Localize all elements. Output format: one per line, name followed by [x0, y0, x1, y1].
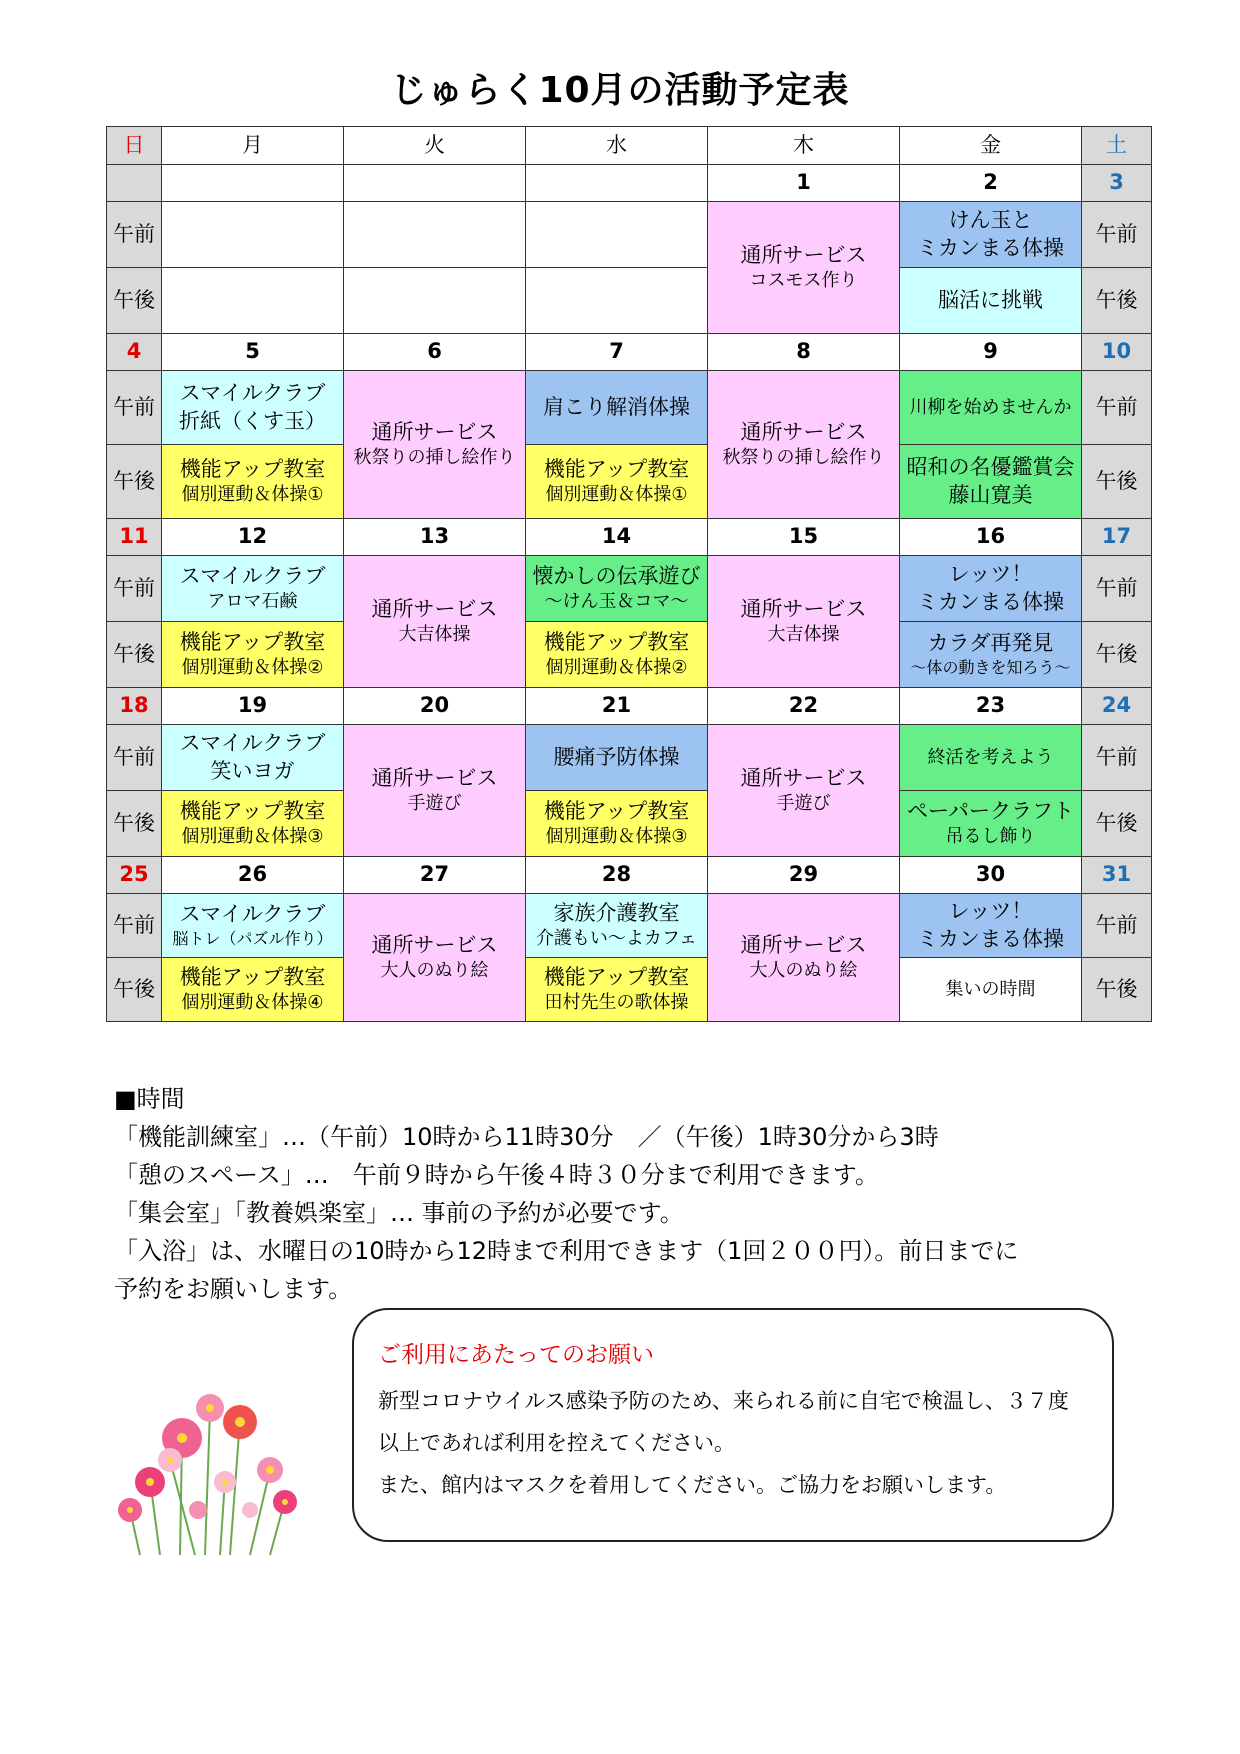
- activity-line: 個別運動＆体操①: [181, 484, 324, 506]
- activity-cell: [526, 791, 708, 857]
- activity-line: 個別運動＆体操④: [181, 992, 324, 1014]
- day-number: 19: [162, 688, 344, 725]
- page-title: じゅらく10月の活動予定表: [390, 70, 850, 111]
- am-label: 午前: [107, 371, 162, 445]
- sunday-date: 18: [107, 688, 162, 725]
- am-label: 午前: [107, 725, 162, 791]
- activity-line: アロマ石鹸: [207, 591, 298, 613]
- hours-heading: ■時間: [114, 1085, 185, 1113]
- activity-cell: [900, 371, 1082, 445]
- activity-line: 折紙（くす玉）: [179, 408, 326, 433]
- day-number: 6: [344, 334, 526, 371]
- hours-line: 「入浴」は、水曜日の10時から12時まで利用できます（1回２００円）。前日までに: [114, 1237, 1019, 1265]
- activity-line: 通所サービス: [740, 420, 867, 445]
- activity-cell: [344, 725, 526, 857]
- activity-cell: [162, 556, 344, 622]
- week-3-dates: [107, 519, 1152, 556]
- activity-line: 機能アップ教室: [179, 457, 326, 482]
- pm-label: 午後: [1082, 622, 1152, 688]
- weekday-sat: 土: [1082, 127, 1152, 165]
- activity-line: 個別運動＆体操③: [545, 826, 688, 848]
- activity-cell: [162, 725, 344, 791]
- cosmos-flower-illustration: [110, 1360, 310, 1560]
- activity-line: 脳トレ（パズル作り）: [172, 928, 333, 948]
- saturday-date: 24: [1082, 688, 1152, 725]
- day-number: 13: [344, 519, 526, 556]
- activity-line: 大人のぬり絵: [749, 960, 858, 982]
- day-number: 26: [162, 857, 344, 894]
- activity-cell: [708, 725, 900, 857]
- activity-line: 機能アップ教室: [543, 457, 690, 482]
- activity-line: 機能アップ教室: [179, 630, 326, 655]
- activity-line: 大吉体操: [767, 624, 840, 646]
- day-number: 22: [708, 688, 900, 725]
- activity-line: 終活を考えよう: [927, 746, 1054, 768]
- hours-line: 予約をお願いします。: [114, 1275, 353, 1303]
- activity-cell: [344, 556, 526, 688]
- notice-line: 以上であれば利用を控えてください。: [378, 1431, 735, 1455]
- activity-line: スマイルクラブ: [179, 564, 326, 589]
- activity-cell: [900, 202, 1082, 268]
- day-number: [162, 165, 344, 202]
- week-5-am: [107, 894, 1152, 958]
- activity-cell: [900, 791, 1082, 857]
- activity-cell: [162, 371, 344, 445]
- day-number: 27: [344, 857, 526, 894]
- notice-line: また、館内はマスクを着用してください。ご協力をお願いします。: [378, 1473, 1007, 1497]
- activity-line: ～体の動きを知ろう～: [910, 657, 1071, 677]
- activity-line: 通所サービス: [371, 766, 498, 791]
- sunday-date: 11: [107, 519, 162, 556]
- activity-cell: [162, 445, 344, 519]
- activity-line: カラダ再発見: [927, 631, 1054, 656]
- pm-label: 午後: [1082, 268, 1152, 334]
- activity-line: 通所サービス: [740, 597, 867, 622]
- activity-cell: [900, 958, 1082, 1022]
- am-label: 午前: [107, 894, 162, 958]
- activity-cell: [708, 556, 900, 688]
- weekday-fri: 金: [900, 127, 1082, 165]
- activity-cell: [162, 791, 344, 857]
- notice-title: ご利用にあたってのお願い: [378, 1342, 654, 1368]
- saturday-date: 31: [1082, 857, 1152, 894]
- am-label: 午前: [107, 556, 162, 622]
- activity-line: 機能アップ教室: [179, 799, 326, 824]
- day-number: [344, 165, 526, 202]
- activity-cell: [344, 371, 526, 519]
- activity-line: 通所サービス: [740, 766, 867, 791]
- pm-label: 午後: [107, 958, 162, 1022]
- hours-info: [114, 1080, 1018, 1308]
- week-4-dates: [107, 688, 1152, 725]
- activity-cell: [526, 556, 708, 622]
- activity-line: 吊るし飾り: [945, 826, 1036, 848]
- day-number: 21: [526, 688, 708, 725]
- saturday-date: 17: [1082, 519, 1152, 556]
- weekday-tue: 火: [344, 127, 526, 165]
- pm-label: 午後: [1082, 791, 1152, 857]
- week-1-pm: [107, 268, 1152, 334]
- week-5-pm: [107, 958, 1152, 1022]
- activity-cell: [708, 202, 900, 334]
- activity-cell: [344, 268, 526, 334]
- activity-line: 個別運動＆体操③: [181, 826, 324, 848]
- activity-line: 介護もい～よカフェ: [535, 928, 698, 950]
- activity-line: 秋祭りの挿し絵作り: [722, 447, 885, 469]
- activity-line: レッツ！: [948, 562, 1033, 587]
- activity-cell: [708, 371, 900, 519]
- activity-cell: [162, 958, 344, 1022]
- weekday-thu: 木: [708, 127, 900, 165]
- week-2-dates: [107, 334, 1152, 371]
- activity-line: レッツ！: [948, 899, 1033, 924]
- activity-line: スマイルクラブ: [179, 381, 326, 406]
- week-2-pm: [107, 445, 1152, 519]
- activity-line: 機能アップ教室: [543, 799, 690, 824]
- activity-line: 機能アップ教室: [179, 965, 326, 990]
- activity-cell: [526, 371, 708, 445]
- activity-cell: [526, 622, 708, 688]
- week-2-am: [107, 371, 1152, 445]
- activity-line: 集いの時間: [945, 978, 1036, 1000]
- activity-line: 手遊び: [407, 793, 462, 815]
- week-4-am: [107, 725, 1152, 791]
- activity-line: 個別運動＆体操①: [545, 484, 688, 506]
- activity-line: 個別運動＆体操②: [545, 657, 688, 679]
- activity-line: スマイルクラブ: [179, 902, 326, 927]
- activity-line: 秋祭りの挿し絵作り: [353, 447, 516, 469]
- week-3-am: [107, 556, 1152, 622]
- activity-line: 肩こり解消体操: [543, 394, 690, 419]
- day-number: 29: [708, 857, 900, 894]
- activity-line: 手遊び: [776, 793, 831, 815]
- activity-line: けん玉と: [948, 208, 1033, 233]
- sunday-date: 25: [107, 857, 162, 894]
- activity-line: 腰痛予防体操: [553, 744, 680, 769]
- activity-line: ミカンまる体操: [917, 589, 1064, 614]
- am-label: 午前: [107, 202, 162, 268]
- day-number: 8: [708, 334, 900, 371]
- notice-box: [352, 1308, 1114, 1542]
- sunday-date: 4: [107, 334, 162, 371]
- week-4-pm: [107, 791, 1152, 857]
- activity-line: 通所サービス: [371, 420, 498, 445]
- activity-cell: [526, 268, 708, 334]
- day-number: 2: [900, 165, 1082, 202]
- day-number: 30: [900, 857, 1082, 894]
- activity-cell: [900, 725, 1082, 791]
- activity-cell: [526, 894, 708, 958]
- activity-line: 笑いヨガ: [210, 758, 295, 783]
- day-number: 7: [526, 334, 708, 371]
- activity-cell: [900, 622, 1082, 688]
- week-1-am: [107, 202, 1152, 268]
- activity-cell: [162, 268, 344, 334]
- activity-cell: [526, 958, 708, 1022]
- activity-cell: [344, 894, 526, 1022]
- activity-cell: [900, 894, 1082, 958]
- activity-line: スマイルクラブ: [179, 731, 326, 756]
- pm-label: 午後: [107, 268, 162, 334]
- activity-line: 懐かしの伝承遊び: [532, 564, 701, 589]
- day-number: 28: [526, 857, 708, 894]
- week-1-dates: [107, 165, 1152, 202]
- activity-line: 通所サービス: [371, 933, 498, 958]
- am-label: 午前: [1082, 894, 1152, 958]
- activity-cell: [162, 622, 344, 688]
- activity-line: 昭和の名優鑑賞会: [906, 455, 1075, 480]
- notice-body: [378, 1380, 1069, 1506]
- day-number: 1: [708, 165, 900, 202]
- activity-line: 大吉体操: [398, 624, 471, 646]
- activity-line: 通所サービス: [740, 243, 867, 268]
- activity-line: 家族介護教室: [553, 901, 680, 926]
- sunday-date: [107, 165, 162, 202]
- activity-line: 機能アップ教室: [543, 965, 690, 990]
- day-number: 9: [900, 334, 1082, 371]
- day-number: 15: [708, 519, 900, 556]
- activity-line: 田村先生の歌体操: [544, 992, 689, 1014]
- pm-label: 午後: [1082, 445, 1152, 519]
- day-number: 20: [344, 688, 526, 725]
- activity-line: 個別運動＆体操②: [181, 657, 324, 679]
- am-label: 午前: [1082, 556, 1152, 622]
- day-number: 16: [900, 519, 1082, 556]
- day-number: 12: [162, 519, 344, 556]
- saturday-date: 3: [1082, 165, 1152, 202]
- hours-line: 「機能訓練室」…（午前）10時から11時30分 ／（午後）1時30分から3時: [114, 1123, 939, 1151]
- activity-line: 機能アップ教室: [543, 630, 690, 655]
- activity-calendar: [106, 126, 1152, 1022]
- hours-line: 「憩のスペース」… 午前９時から午後４時３０分まで利用できます。: [114, 1161, 879, 1189]
- hours-line: 「集会室」「教養娯楽室」… 事前の予約が必要です。: [114, 1199, 684, 1227]
- activity-line: 通所サービス: [371, 597, 498, 622]
- activity-cell: [526, 725, 708, 791]
- weekday-sun: 日: [107, 127, 162, 165]
- activity-cell: [900, 445, 1082, 519]
- day-number: [526, 165, 708, 202]
- activity-line: 川柳を始めませんか: [909, 396, 1072, 418]
- weekday-wed: 水: [526, 127, 708, 165]
- am-label: 午前: [1082, 725, 1152, 791]
- activity-cell: [162, 202, 344, 268]
- weekday-mon: 月: [162, 127, 344, 165]
- activity-cell: [526, 202, 708, 268]
- activity-line: 脳活に挑戦: [938, 287, 1043, 312]
- pm-label: 午後: [107, 445, 162, 519]
- activity-line: 藤山寛美: [948, 482, 1033, 507]
- am-label: 午前: [1082, 371, 1152, 445]
- activity-line: ～けん玉＆コマ～: [544, 591, 689, 613]
- activity-cell: [526, 445, 708, 519]
- activity-line: コスモス作り: [749, 270, 858, 292]
- activity-line: ミカンまる体操: [917, 926, 1064, 951]
- activity-line: 大人のぬり絵: [380, 960, 489, 982]
- activity-cell: [344, 202, 526, 268]
- pm-label: 午後: [107, 622, 162, 688]
- week-3-pm: [107, 622, 1152, 688]
- activity-cell: [708, 894, 900, 1022]
- activity-cell: [900, 268, 1082, 334]
- activity-cell: [900, 556, 1082, 622]
- activity-line: ミカンまる体操: [917, 235, 1064, 260]
- weekday-header: [107, 127, 1152, 165]
- notice-line: 新型コロナウイルス感染予防のため、来られる前に自宅で検温し、３７度: [378, 1389, 1069, 1413]
- day-number: 23: [900, 688, 1082, 725]
- activity-line: 通所サービス: [740, 933, 867, 958]
- day-number: 5: [162, 334, 344, 371]
- week-5-dates: [107, 857, 1152, 894]
- day-number: 14: [526, 519, 708, 556]
- activity-line: ペーパークラフト: [907, 799, 1074, 824]
- activity-cell: [162, 894, 344, 958]
- saturday-date: 10: [1082, 334, 1152, 371]
- pm-label: 午後: [107, 791, 162, 857]
- am-label: 午前: [1082, 202, 1152, 268]
- pm-label: 午後: [1082, 958, 1152, 1022]
